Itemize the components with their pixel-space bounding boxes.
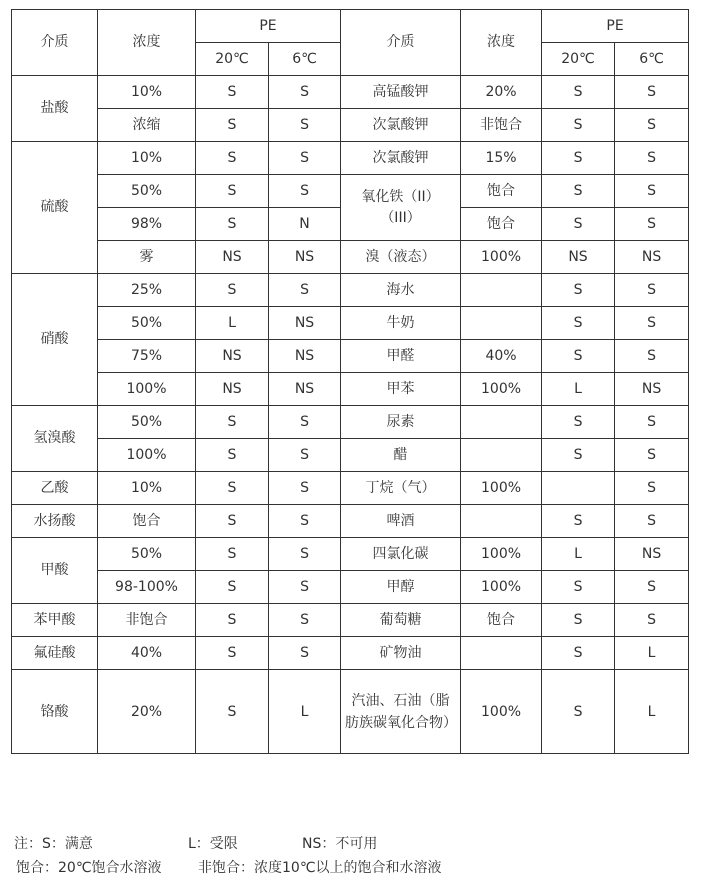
concentration-cell: 98%	[98, 208, 196, 241]
rating-6c-cell: S	[269, 472, 341, 505]
header-6c: 6℃	[269, 43, 341, 76]
rating-6c-cell: S	[615, 571, 689, 604]
table-row	[12, 406, 689, 439]
rating-6c-cell: NS	[615, 373, 689, 406]
rating-20c-cell: S	[542, 505, 615, 538]
concentration-cell: 饱合	[461, 175, 542, 208]
rating-20c-cell: S	[196, 571, 269, 604]
concentration-cell: 100%	[461, 373, 542, 406]
rating-20c-cell: S	[542, 604, 615, 637]
table-row	[12, 637, 689, 670]
medium-cell: 醋	[341, 439, 461, 472]
rating-20c-cell: S	[542, 571, 615, 604]
medium-cell: 氢溴酸	[12, 406, 98, 472]
rating-20c-cell: S	[196, 274, 269, 307]
rating-20c-cell: S	[542, 340, 615, 373]
rating-20c-cell: S	[196, 208, 269, 241]
rating-6c-cell: S	[615, 307, 689, 340]
concentration-cell: 50%	[98, 307, 196, 340]
rating-6c-cell: S	[269, 604, 341, 637]
rating-6c-cell: S	[615, 472, 689, 505]
rating-6c-cell: S	[269, 406, 341, 439]
header-pe: PE	[542, 10, 689, 43]
medium-cell: 啤酒	[341, 505, 461, 538]
rating-6c-cell: NS	[269, 307, 341, 340]
medium-cell: 次氯酸钾	[341, 109, 461, 142]
concentration-cell: 100%	[461, 241, 542, 274]
legend-not-usable: NS：不可用	[302, 836, 378, 852]
legend-line-2	[14, 856, 442, 880]
concentration-cell: 10%	[98, 76, 196, 109]
table-row	[12, 439, 689, 472]
rating-6c-cell: S	[615, 76, 689, 109]
table-row	[12, 670, 689, 754]
medium-cell: 氟硅酸	[12, 637, 98, 670]
header-medium: 介质	[12, 10, 98, 76]
header-20c: 20℃	[542, 43, 615, 76]
legend-notes	[14, 832, 442, 880]
medium-cell: 甲苯	[341, 373, 461, 406]
concentration-cell: 50%	[98, 175, 196, 208]
rating-6c-cell: N	[269, 208, 341, 241]
concentration-cell	[461, 637, 542, 670]
rating-6c-cell: S	[615, 142, 689, 175]
rating-20c-cell: S	[196, 472, 269, 505]
rating-6c-cell: S	[269, 439, 341, 472]
header-6c: 6℃	[615, 43, 689, 76]
rating-6c-cell: NS	[269, 373, 341, 406]
rating-20c-cell: S	[542, 208, 615, 241]
chemical-resistance-table	[11, 9, 689, 754]
legend-unsaturated: 非饱合：浓度10℃以上的饱合和水溶液	[198, 860, 442, 876]
rating-6c-cell: S	[615, 604, 689, 637]
rating-20c-cell: S	[196, 439, 269, 472]
concentration-cell: 100%	[461, 670, 542, 754]
concentration-cell	[461, 439, 542, 472]
header-concentration: 浓度	[461, 10, 542, 76]
rating-20c-cell: S	[196, 637, 269, 670]
table-row	[12, 472, 689, 505]
medium-cell: 甲醛	[341, 340, 461, 373]
medium-cell: 尿素	[341, 406, 461, 439]
concentration-cell	[461, 406, 542, 439]
rating-6c-cell: L	[615, 670, 689, 754]
concentration-cell: 雾	[98, 241, 196, 274]
rating-20c-cell: S	[542, 76, 615, 109]
concentration-cell: 10%	[98, 142, 196, 175]
concentration-cell	[461, 505, 542, 538]
rating-20c-cell: S	[542, 637, 615, 670]
table-row	[12, 109, 689, 142]
medium-cell: 丁烷（气）	[341, 472, 461, 505]
table-row	[12, 307, 689, 340]
rating-20c-cell: NS	[196, 340, 269, 373]
rating-6c-cell: NS	[269, 241, 341, 274]
concentration-cell: 75%	[98, 340, 196, 373]
table-row	[12, 538, 689, 571]
rating-6c-cell: L	[269, 670, 341, 754]
concentration-cell: 饱合	[461, 604, 542, 637]
rating-20c-cell: L	[196, 307, 269, 340]
table-row	[12, 373, 689, 406]
header-medium: 介质	[341, 10, 461, 76]
rating-6c-cell: S	[615, 505, 689, 538]
medium-cell: 四氯化碳	[341, 538, 461, 571]
rating-20c-cell: S	[542, 274, 615, 307]
rating-6c-cell: S	[269, 538, 341, 571]
table-row	[12, 571, 689, 604]
rating-6c-cell: NS	[269, 340, 341, 373]
rating-6c-cell: S	[615, 109, 689, 142]
rating-20c-cell: NS	[196, 373, 269, 406]
medium-cell: 葡萄糖	[341, 604, 461, 637]
rating-20c-cell: S	[542, 439, 615, 472]
rating-6c-cell: NS	[615, 538, 689, 571]
rating-6c-cell: S	[269, 76, 341, 109]
rating-20c-cell: S	[196, 505, 269, 538]
medium-cell: 盐酸	[12, 76, 98, 142]
table-row	[12, 274, 689, 307]
concentration-cell: 浓缩	[98, 109, 196, 142]
concentration-cell: 98-100%	[98, 571, 196, 604]
header-row	[12, 10, 689, 43]
concentration-cell: 饱合	[461, 208, 542, 241]
header-pe: PE	[196, 10, 341, 43]
medium-cell: 次氯酸钾	[341, 142, 461, 175]
rating-20c-cell: S	[196, 175, 269, 208]
rating-20c-cell: S	[196, 109, 269, 142]
medium-cell: 乙酸	[12, 472, 98, 505]
rating-6c-cell: S	[269, 505, 341, 538]
legend-line-1	[14, 832, 442, 856]
rating-20c-cell: S	[196, 142, 269, 175]
concentration-cell: 40%	[98, 637, 196, 670]
medium-cell: 氧化铁（II）（III）	[341, 175, 461, 241]
table-row	[12, 76, 689, 109]
rating-6c-cell: S	[615, 175, 689, 208]
rating-6c-cell: S	[269, 637, 341, 670]
table-row	[12, 175, 689, 208]
rating-20c-cell: S	[196, 406, 269, 439]
concentration-cell: 100%	[461, 538, 542, 571]
rating-6c-cell: S	[615, 406, 689, 439]
concentration-cell: 非饱合	[98, 604, 196, 637]
rating-20c-cell: S	[542, 307, 615, 340]
header-20c: 20℃	[196, 43, 269, 76]
rating-6c-cell: S	[615, 208, 689, 241]
legend-saturated: 饱合：20℃饱合水溶液	[16, 860, 162, 876]
rating-20c-cell: S	[542, 406, 615, 439]
concentration-cell: 40%	[461, 340, 542, 373]
concentration-cell: 100%	[98, 373, 196, 406]
concentration-cell: 100%	[98, 439, 196, 472]
medium-cell: 甲酸	[12, 538, 98, 604]
header-concentration: 浓度	[98, 10, 196, 76]
medium-cell: 铬酸	[12, 670, 98, 754]
rating-6c-cell: NS	[615, 241, 689, 274]
table-row	[12, 505, 689, 538]
rating-20c-cell: S	[542, 109, 615, 142]
rating-20c-cell	[542, 472, 615, 505]
medium-cell: 甲醇	[341, 571, 461, 604]
concentration-cell: 10%	[98, 472, 196, 505]
rating-6c-cell: S	[615, 340, 689, 373]
rating-20c-cell: L	[542, 373, 615, 406]
medium-cell: 牛奶	[341, 307, 461, 340]
concentration-cell: 20%	[461, 76, 542, 109]
medium-cell: 高锰酸钾	[341, 76, 461, 109]
rating-20c-cell: S	[196, 538, 269, 571]
rating-6c-cell: S	[615, 274, 689, 307]
rating-20c-cell: S	[196, 76, 269, 109]
rating-20c-cell: S	[196, 670, 269, 754]
table-row	[12, 241, 689, 274]
table-row	[12, 340, 689, 373]
legend-satisfactory: 注：S：满意	[14, 836, 93, 852]
rating-20c-cell: S	[542, 670, 615, 754]
rating-20c-cell: S	[196, 604, 269, 637]
table-row	[12, 604, 689, 637]
medium-cell: 汽油、石油（脂肪族碳氧化合物）	[341, 670, 461, 754]
concentration-cell	[461, 274, 542, 307]
concentration-cell: 20%	[98, 670, 196, 754]
concentration-cell: 非饱合	[461, 109, 542, 142]
medium-cell: 矿物油	[341, 637, 461, 670]
legend-limited: L：受限	[188, 836, 238, 852]
concentration-cell: 饱合	[98, 505, 196, 538]
rating-20c-cell: NS	[542, 241, 615, 274]
medium-cell: 硝酸	[12, 274, 98, 406]
rating-6c-cell: S	[615, 439, 689, 472]
medium-cell: 海水	[341, 274, 461, 307]
concentration-cell: 15%	[461, 142, 542, 175]
rating-20c-cell: S	[542, 175, 615, 208]
concentration-cell: 50%	[98, 538, 196, 571]
medium-cell: 溴（液态）	[341, 241, 461, 274]
rating-20c-cell: L	[542, 538, 615, 571]
rating-6c-cell: S	[269, 142, 341, 175]
concentration-cell: 25%	[98, 274, 196, 307]
rating-20c-cell: NS	[196, 241, 269, 274]
table-row	[12, 142, 689, 175]
concentration-cell: 100%	[461, 571, 542, 604]
rating-6c-cell: S	[269, 571, 341, 604]
medium-cell: 硫酸	[12, 142, 98, 274]
concentration-cell	[461, 307, 542, 340]
rating-6c-cell: S	[269, 175, 341, 208]
concentration-cell: 50%	[98, 406, 196, 439]
rating-6c-cell: L	[615, 637, 689, 670]
rating-20c-cell: S	[542, 142, 615, 175]
medium-cell: 水扬酸	[12, 505, 98, 538]
rating-6c-cell: S	[269, 274, 341, 307]
concentration-cell: 100%	[461, 472, 542, 505]
rating-6c-cell: S	[269, 109, 341, 142]
medium-cell: 苯甲酸	[12, 604, 98, 637]
